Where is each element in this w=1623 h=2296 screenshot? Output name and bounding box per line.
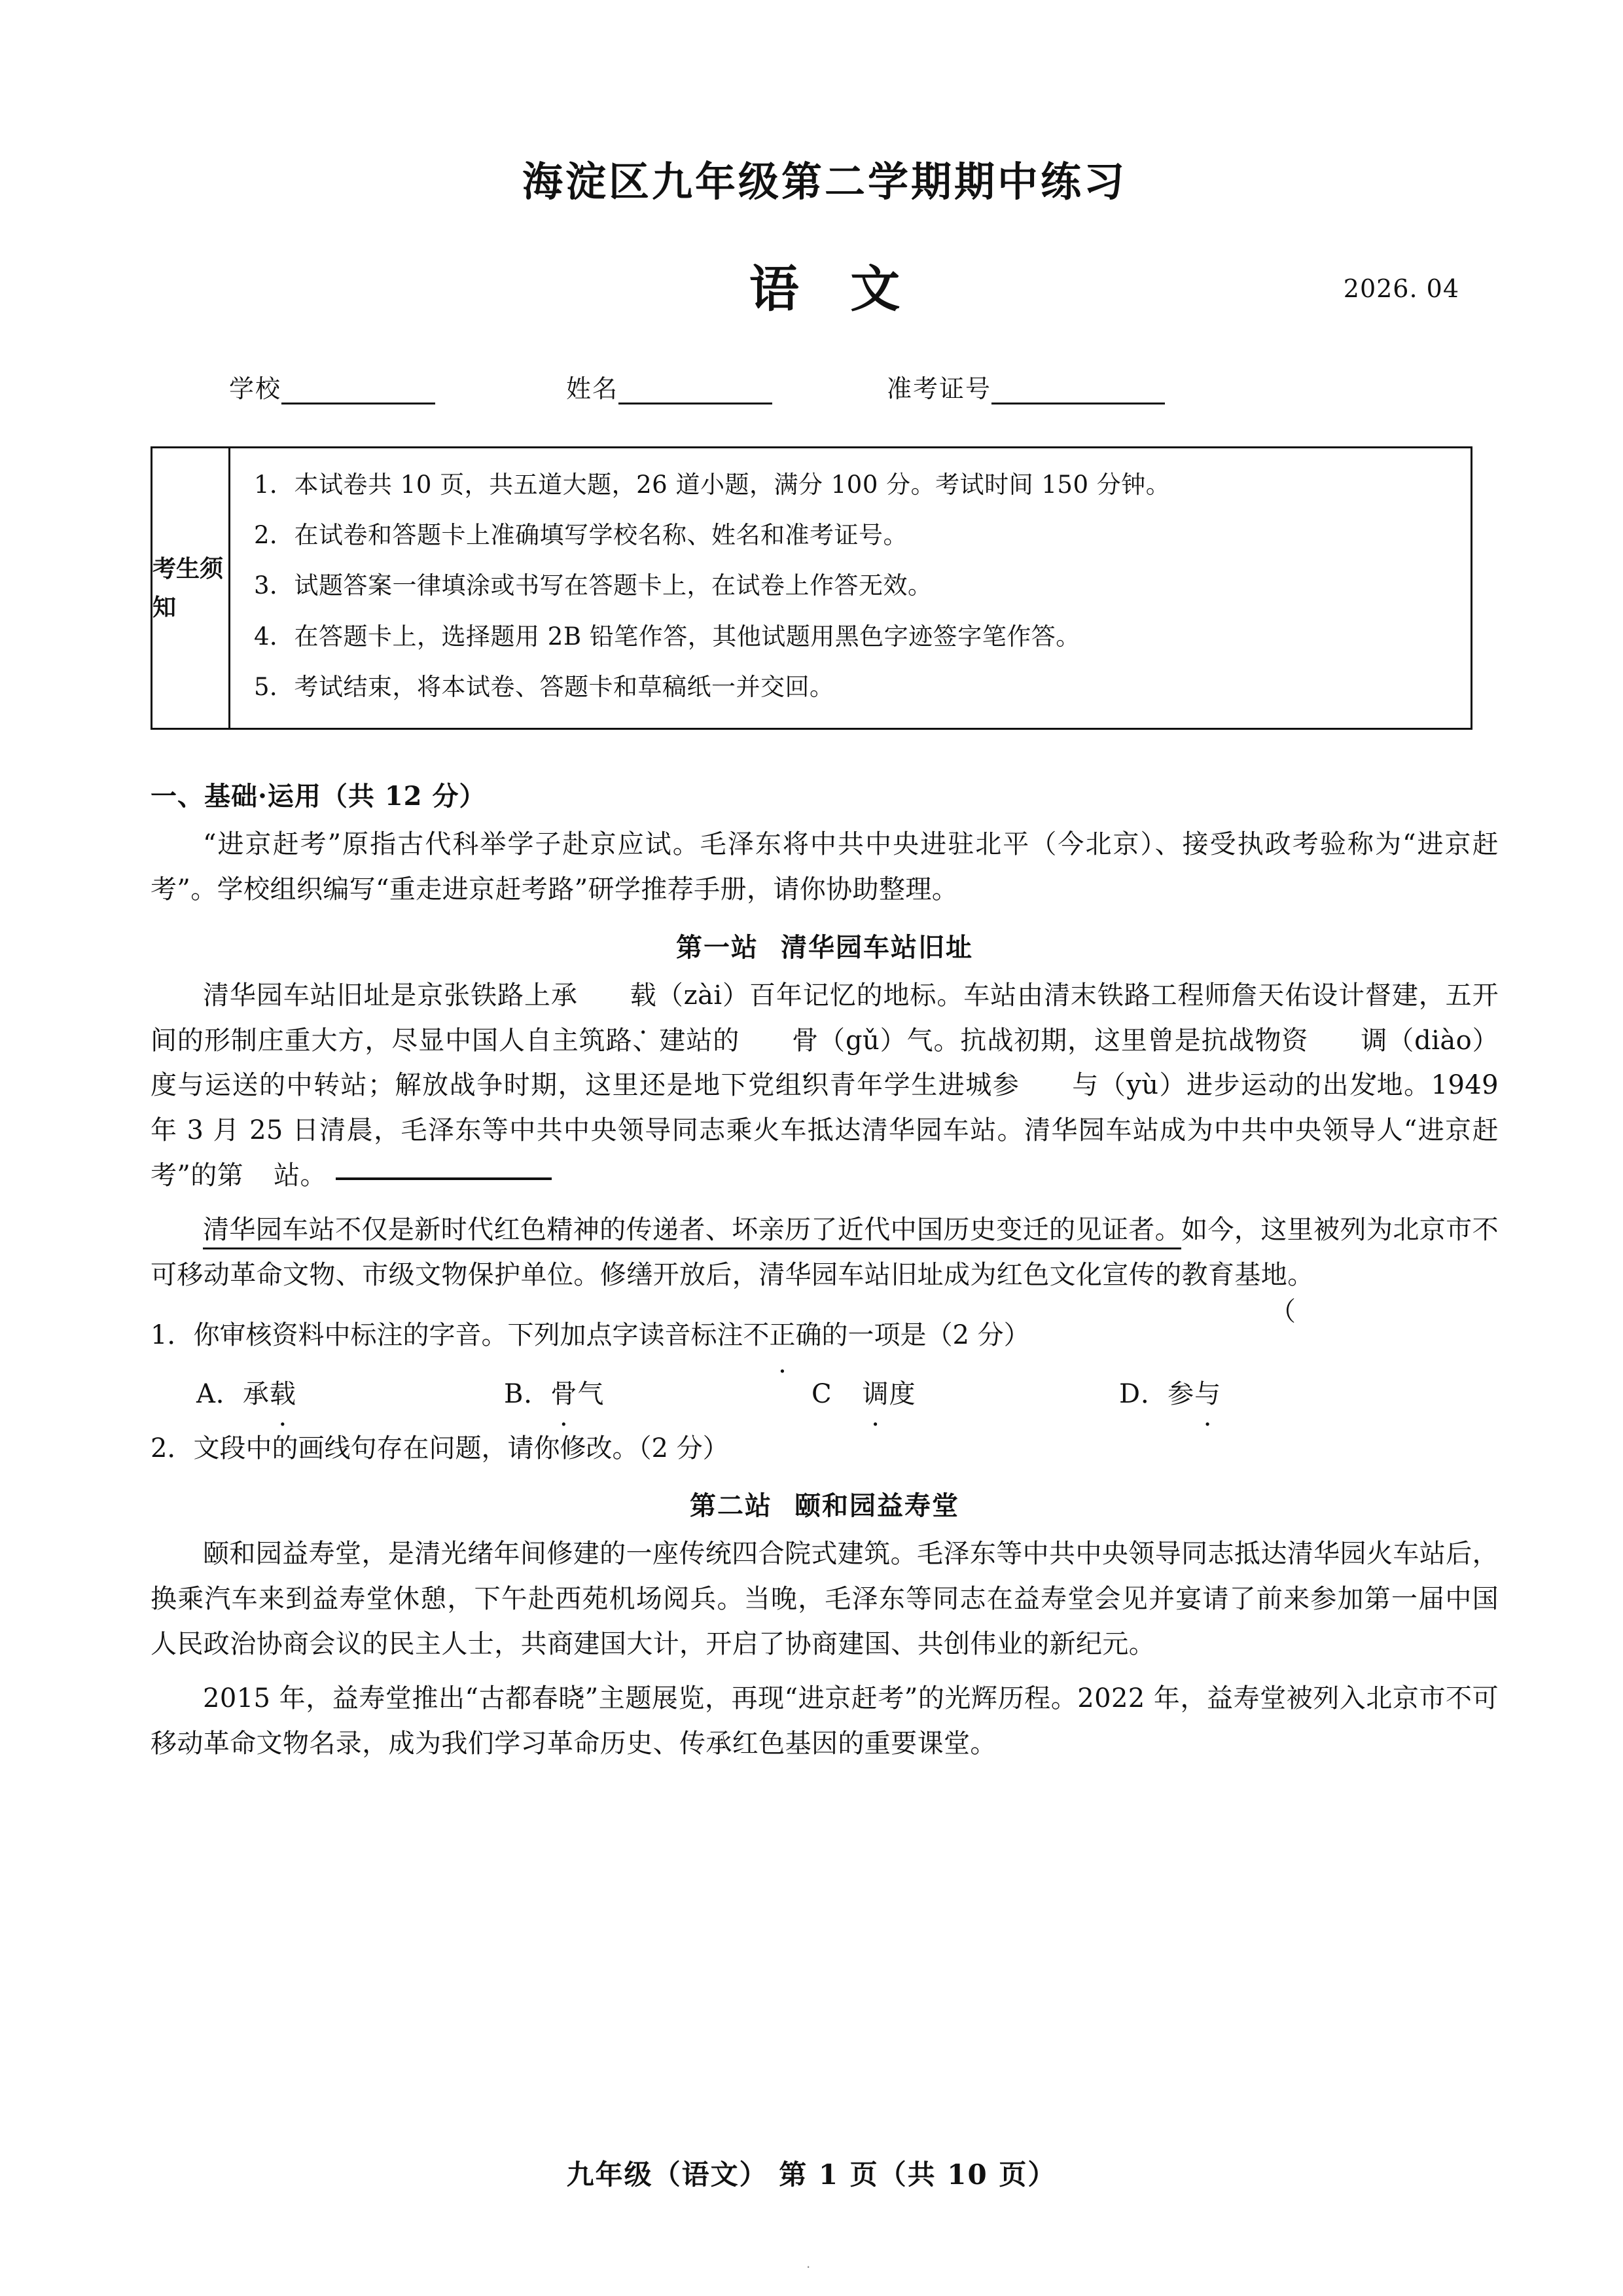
notice-item: 5．考试结束，将本试卷、答题卡和草稿纸一并交回。 <box>254 672 834 701</box>
question-1-options <box>151 1373 1499 1410</box>
ticket-number-input-blank[interactable] <box>991 380 1165 404</box>
option-b-dotted: 骨 <box>550 1379 578 1410</box>
option-b[interactable] <box>504 1373 812 1410</box>
station-2-paragraph-1: 颐和园益寿堂，是清光绪年间修建的一座传统四合院式建筑。毛泽东等中共中央领导同志抵达清华园火车站后，换乘汽车来到益寿堂休憩，下午赴西苑机场阅兵。当晚，毛泽东等同志在益寿堂会见并宴请了前来参加第一届中国人民政治协商会议的民主人士，共商建国大计，开启了协商建国、共创伟业的新纪元。 <box>151 1539 1499 1659</box>
student-info-row <box>151 368 1499 404</box>
station-1-paragraph-2 <box>151 1208 1499 1298</box>
dotted-char-diao: 调 <box>1361 1025 1387 1056</box>
option-c[interactable] <box>812 1373 1119 1410</box>
option-b-word-b: 气 <box>577 1379 605 1410</box>
option-d-word-a: 参 <box>1168 1379 1195 1410</box>
option-d-dotted: 与 <box>1194 1379 1222 1410</box>
name-field[interactable] <box>566 368 772 404</box>
option-a[interactable] <box>196 1373 504 1410</box>
page-footer: 九年级（语文） 第 1 页（共 10 页） <box>566 2159 1057 2191</box>
option-a-letter: A． <box>196 1379 243 1410</box>
option-c-letter: C <box>812 1379 832 1410</box>
question-1 <box>151 1297 1499 1357</box>
answer-blank-line[interactable] <box>336 1160 552 1180</box>
station-1-prefix: 第一站 <box>676 931 758 963</box>
notice-item: 2．在试卷和答题卡上准确填写学校名称、姓名和准考证号。 <box>254 521 908 550</box>
school-field[interactable] <box>229 368 435 404</box>
option-d[interactable] <box>1119 1373 1427 1410</box>
option-a-dotted: 载 <box>269 1379 296 1410</box>
exam-date: 2026. 04 <box>1343 274 1459 303</box>
dotted-char-zai: 载 <box>630 980 657 1011</box>
option-c-word-b: 度 <box>889 1379 916 1410</box>
question-1-text-a: 1．你审核资料中标注的字音。下列加点字读音标注 <box>151 1320 743 1351</box>
dotted-char-gu: 骨 <box>792 1025 819 1056</box>
school-label: 学校 <box>229 374 282 403</box>
notice-item: 3．试题答案一律填涂或书写在答题卡上，在试卷上作答无效。 <box>254 571 933 600</box>
s1p1-f: 站。 <box>274 1160 327 1191</box>
option-b-letter: B． <box>504 1379 551 1410</box>
scan-artifact-mark: · <box>806 2259 811 2275</box>
ticket-number-field[interactable] <box>887 368 1165 404</box>
s1p1-d: （diào）度与运送的中转站；解放战争时期，这里还是地下党组织青年学生进城参 <box>151 1025 1499 1101</box>
s1p2-rest: 如今，这里被列为北京市不可移动革命文物、市级文物保护单位。修缮开放后，清华园车站旧址成为红色文化宣传的教育基地。 <box>151 1214 1499 1290</box>
part-one-intro: “进京赶考”原指古代科举学子赴京应试。毛泽东将中共中央进驻北平（今北京）、接受执政考验称为“进京赶考”。学校组织编写“重走进京赶考路”研学推荐手册，请你协助整理。 <box>151 829 1499 905</box>
question-2: 2．文段中的画线句存在问题，请你修改。（2 分） <box>151 1433 729 1464</box>
s1p1-a: 清华园车站旧址是京张铁路上承 <box>203 980 578 1011</box>
station-1-paragraph-1 <box>151 973 1499 1198</box>
page-content <box>151 0 1499 1766</box>
name-input-blank[interactable] <box>618 380 772 404</box>
answer-paren[interactable]: （ <box>1270 1297 1296 1327</box>
station-2-name: 颐和园益寿堂 <box>794 1490 959 1522</box>
subject-title: 语 文 <box>749 260 918 318</box>
dotted-char-yu: 与 <box>1072 1070 1099 1101</box>
ticket-number-label: 准考证号 <box>887 374 992 403</box>
question-1-emphasis: 不正确 <box>743 1320 822 1351</box>
school-input-blank[interactable] <box>281 380 435 404</box>
page-title: 海淀区九年级第二学期期中练习 <box>522 158 1127 206</box>
option-a-word-a: 承 <box>242 1379 270 1410</box>
underlined-sentence: 清华园车站不仅是新时代红色精神的传递者、坏亲历了近代中国历史变迁的见证者。 <box>203 1215 1181 1249</box>
candidate-notice-items <box>230 448 1471 728</box>
candidate-notice-box <box>151 446 1472 730</box>
s1p1-b: （zài）百年记忆的地标。车站由清末铁路工程师詹天佑设计督建，五开间的形制庄重大方，尽显中国人自主筑路、建站的 <box>151 980 1499 1056</box>
name-label: 姓名 <box>566 374 619 403</box>
notice-item: 1．本试卷共 10 页，共五道大题，26 道小题，满分 100 分。考试时间 150 分钟。 <box>254 471 1171 499</box>
option-d-letter: D． <box>1119 1379 1168 1410</box>
s1p1-e: （yù）进步运动的出发地。1949 年 3 月 25 日清晨，毛泽东等中共中央领导同志乘火车抵达清华园车站。清华园车站成为中共中央领导人“进京赶考”的第 <box>151 1070 1499 1191</box>
station-2-title <box>151 1485 1499 1522</box>
notice-item: 4．在答题卡上，选择题用 2B 铅笔作答，其他试题用黑色字迹签字笔作答。 <box>254 622 1080 651</box>
option-c-dotted: 调 <box>862 1379 889 1410</box>
station-2-prefix: 第二站 <box>690 1490 772 1522</box>
candidate-notice-label: 考生须知 <box>152 448 230 728</box>
subject-row <box>151 249 1499 321</box>
station-2-paragraph-2: 2015 年，益寿堂推出“古都春晓”主题展览，再现“进京赶考”的光辉历程。2022 年，益寿堂被列入北京市不可移动革命文物名录，成为我们学习革命历史、传承红色基因的重要课堂。 <box>151 1683 1499 1759</box>
station-1-name: 清华园车站旧址 <box>781 931 973 963</box>
s1p1-c: （gǔ）气。抗战初期，这里曾是抗战物资 <box>818 1025 1309 1056</box>
question-1-text-b: 的一项是（2 分） <box>821 1320 1030 1351</box>
section-heading-part-one: 一、基础·运用（共 12 分） <box>151 781 486 812</box>
station-1-title <box>151 927 1499 964</box>
